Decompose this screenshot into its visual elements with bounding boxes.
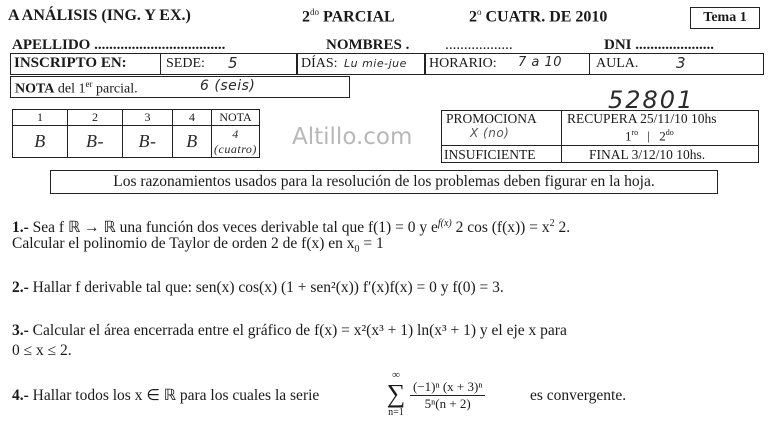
series-numerator: (−1)ⁿ (x + 3)ⁿ <box>410 379 485 396</box>
grade-header-1: 1 <box>13 110 68 126</box>
parcial-text: PARCIAL <box>323 8 395 26</box>
recupera-label: RECUPERA 25/11/10 10hs <box>567 111 717 126</box>
cuatr-sup: o <box>477 7 482 17</box>
series-fraction <box>410 379 485 412</box>
sum-upper-limit: ∞ <box>392 369 400 381</box>
nota-primer-parcial-value: 6 (seis) <box>200 78 256 94</box>
problem-3-number: 3.- <box>12 322 29 339</box>
horario-value: 7 a 10 <box>518 55 563 70</box>
grade-value-2: B- <box>68 126 123 158</box>
nombres-field <box>326 37 513 54</box>
results-divider-v <box>561 110 562 163</box>
problem-4-end: es convergente. <box>530 387 627 404</box>
exam-subject: A ANÁLISIS (ING. Y EX.) <box>8 7 191 24</box>
problem-1-subscript: 0 <box>354 244 360 256</box>
problem-4-text: Hallar todos los x ∈ ℝ para los cuales la serie <box>32 387 320 404</box>
turno1-sup: ro <box>631 128 639 137</box>
problem-1-exponent: f(x) <box>437 218 452 229</box>
grade-header-2: 2 <box>68 110 123 126</box>
cuatr-text: CUATR. DE 2010 <box>485 8 608 26</box>
turno1: 1 <box>625 128 632 144</box>
problem-1-text-d: = 1 <box>359 235 384 252</box>
nombres-dots: .................. <box>445 37 513 53</box>
nota-primer-parcial <box>15 79 138 98</box>
nota-label: NOTA <box>15 81 55 97</box>
results-divider-h <box>441 145 562 146</box>
nota-text: del 1 <box>54 81 86 97</box>
aula-value: 3 <box>676 54 687 72</box>
grade-value-nota: 4 (cuatro) <box>212 126 260 158</box>
problem-2 <box>12 278 504 297</box>
apellido-field: APELLIDO ................................... <box>12 37 226 53</box>
cuatrimestre-label <box>469 7 607 26</box>
turno-separator: | <box>647 128 651 144</box>
grades-values-row <box>13 126 260 158</box>
cuatr-number: 2 <box>469 8 477 26</box>
recupera-turnos <box>625 128 674 144</box>
inscripto-label: INSCRIPTO EN: <box>14 55 127 71</box>
problem-1-square: 2 <box>549 218 555 229</box>
problem-4-number: 4.- <box>12 387 29 404</box>
grades-table <box>12 109 260 158</box>
promociona-label: PROMOCIONA <box>446 111 537 126</box>
nombres-label: NOMBRES . <box>326 37 410 53</box>
parcial-number: 2 <box>302 8 310 26</box>
dias-label: DÍAS: <box>301 56 338 71</box>
turno2: 2 <box>659 128 666 144</box>
aula-label: AULA. <box>596 56 639 71</box>
sum-sign: ∑ <box>386 379 406 408</box>
notice-box: Los razonamientos usados para la resolución de los problemas deben figurar en la hoja. <box>50 170 718 194</box>
grade-value-1: B <box>13 126 68 158</box>
problem-1-text-b: 2 cos (f(x)) = x <box>451 219 550 237</box>
series-denominator: 5ⁿ(n + 2) <box>424 396 471 411</box>
problem-1-text-end: 2. <box>554 219 571 237</box>
dni-field: DNI ..................... <box>604 37 715 53</box>
promociona-note: X (no) <box>470 126 510 140</box>
nota-sup: er <box>85 79 93 89</box>
problem-1-text-a: Sea f ℝ → ℝ una función dos veces derivable tal que f(1) = 0 y e <box>32 219 438 237</box>
problem-4 <box>12 386 319 405</box>
horario-label: HORARIO: <box>429 56 497 71</box>
sum-lower-limit: n=1 <box>388 407 404 418</box>
problem-3-line-2: 0 ≤ x ≤ 2. <box>12 342 72 359</box>
problem-1-number: 1.- <box>12 219 29 237</box>
stamp-number: 52801 <box>608 86 695 114</box>
grade-header-4: 4 <box>173 110 212 126</box>
dias-value: Lu mie-jue <box>344 57 407 70</box>
turno2-sup: do <box>665 128 674 137</box>
problem-1-text-c: Calcular el polinomio de Taylor de orden 2 de f(x) en x <box>12 235 355 252</box>
problem-3-text: Calcular el área encerrada entre el gráfico de f(x) = x²(x³ + 1) ln(x³ + 1) y el eje x para <box>32 322 567 339</box>
series-sum-symbol <box>385 370 407 418</box>
problem-1-line-2 <box>12 234 384 259</box>
grade-value-3: B- <box>123 126 173 158</box>
nota-text2: parcial. <box>92 81 138 97</box>
problem-2-number: 2.- <box>12 279 29 296</box>
grade-header-nota: NOTA <box>212 110 260 126</box>
parcial-sup: do <box>310 7 319 17</box>
sede-label: SEDE: <box>166 56 205 71</box>
results-divider-h2 <box>561 145 759 146</box>
insuficiente-label: INSUFICIENTE <box>444 147 536 162</box>
grade-header-3: 3 <box>123 110 173 126</box>
sede-value: 5 <box>228 54 239 72</box>
problem-2-text: Hallar f derivable tal que: sen(x) cos(x) (1 + sen²(x)) f′(x)f(x) = 0 y f(0) = 3. <box>32 279 504 296</box>
tema-box: Tema 1 <box>690 7 760 29</box>
grades-header-row <box>13 110 260 126</box>
final-label: FINAL 3/12/10 10hs. <box>589 147 706 162</box>
parcial-label <box>302 7 395 26</box>
grade-value-4: B <box>173 126 212 158</box>
watermark-logo: Altillo.com <box>292 124 413 150</box>
problem-3-line-1 <box>12 321 567 340</box>
